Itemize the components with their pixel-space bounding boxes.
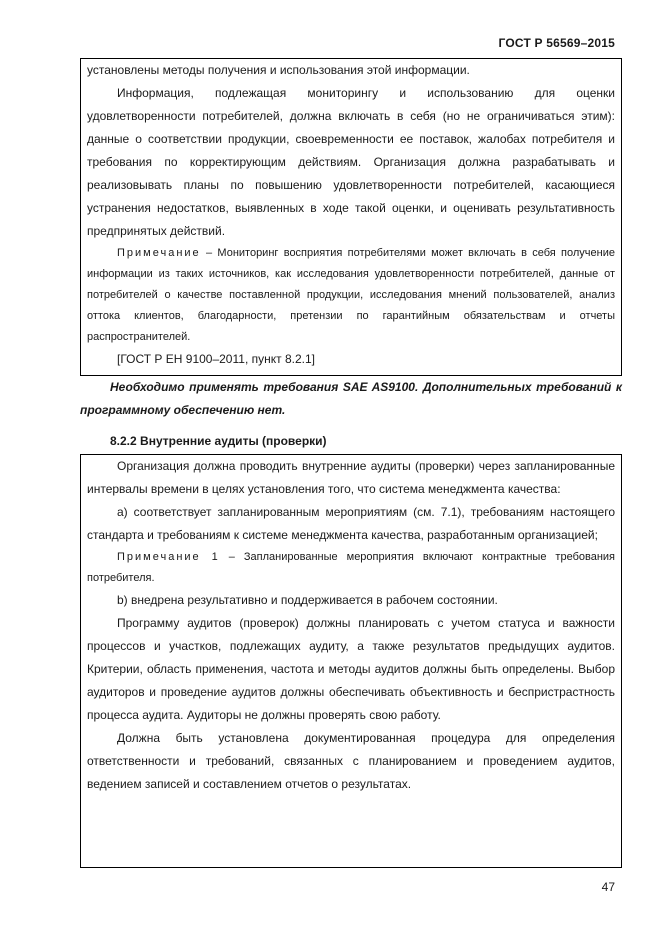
box2-item-a: а) соответствует запланированным мероприятиям (см. 7.1), требованиям настоящего стандарта и требованиям к системе менеджмента качества, разработанным организацией; — [87, 505, 615, 542]
quoted-requirement-box-1 — [80, 58, 622, 376]
box1-paragraph-1: Информация, подлежащая мониторингу и использованию для оценки удовлетворенности потребителей, должна включать в себя (но не ограничиваться этим): данные о соответствии продукции, своевременности ее поставок, жалобах потребителя и требования по корректирующим действиям. Организация должна разрабатывать и реализовывать планы по повышению удовлетворенности потребителей, касающиеся устранения недостатков, выявленных в ходе такой оценки, и оценивать результативность предпринятых действий. — [87, 86, 615, 238]
box2-paragraph-3: Должна быть установлена документированная процедура для определения ответственности и требований, связанных с планированием и проведением аудитов, ведением записей и составлением отчетов о результатах. — [87, 731, 615, 791]
box2-note — [87, 547, 615, 589]
box2-paragraph-1: Организация должна проводить внутренние аудиты (проверки) через запланированные интервалы времени в целях установления того, что система менеджмента качества: — [87, 459, 615, 496]
section-heading: 8.2.2 Внутренние аудиты (проверки) — [110, 434, 327, 448]
quoted-requirement-box-2 — [80, 454, 622, 868]
page-number: 47 — [601, 880, 615, 894]
box1-first-line: установлены методы получения и использования этой информации. — [87, 63, 470, 77]
box2-note-text: – Запланированные мероприятия включают контрактные требования потребителя. — [87, 551, 616, 584]
box1-reference: [ГОСТ Р ЕН 9100–2011, пункт 8.2.1] — [117, 352, 315, 366]
box1-note-label: Примечание — [117, 247, 201, 259]
box2-paragraph-2: Программу аудитов (проверок) должны планировать с учетом статуса и важности процессов и участков, подлежащих аудиту, а также результатов предыдущих аудитов. Критерии, область применения, частота и методы аудитов должны быть определены. Выбор аудиторов и проведение аудитов должны обеспечивать объективность и беспристрастность процесса аудита. Аудиторы не должны проверять свою работу. — [87, 616, 615, 722]
box1-note-text: – Мониторинг восприятия потребителями может включать в себя получение информации из таких источников, как исследования удовлетворенности потребителей, данные от потребителей о качестве поставленной продукции, исследования мнений пользователей, анализ оттока клиентов, благодарности, претензии по гарантийным обязательствам и отчеты распространителей. — [87, 247, 615, 343]
box2-note-label: Примечание 1 — [117, 551, 220, 563]
box1-note — [87, 243, 615, 348]
document-id: ГОСТ Р 56569–2015 — [498, 36, 615, 50]
requirement-note: Необходимо применять требования SAE AS9100. Дополнительных требований к программному обеспечению нет. — [80, 380, 622, 417]
box2-item-b: b) внедрена результативно и поддерживается в рабочем состоянии. — [117, 593, 498, 607]
